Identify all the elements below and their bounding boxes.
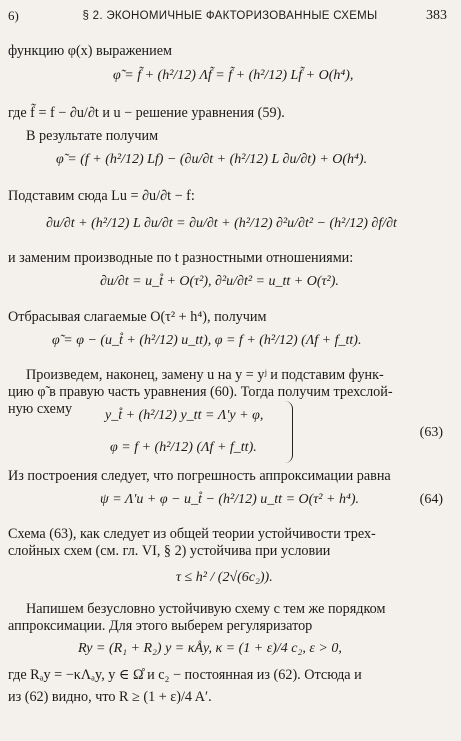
equation-number: (63)	[419, 425, 443, 440]
text-line: из (62) видно, что R ≥ (1 + ε)/4 A′.	[8, 689, 212, 705]
running-header: § 2. ЭКОНОМИЧНЫЕ ФАКТОРИЗОВАННЫЕ СХЕМЫ	[82, 10, 378, 22]
text-line: Из построения следует, что погрешность аппроксимации равна	[8, 468, 391, 484]
text-line: цию φ̃ в правую часть уравнения (60). Тогда получим трехслой-	[8, 384, 393, 400]
text-line: ную схему	[8, 401, 73, 417]
text-line: и заменим производные по t разностными отношениями:	[8, 250, 354, 266]
text-line: функцию φ(x) выражением	[8, 43, 173, 59]
text-line: где f̃ = f − ∂u/∂t и u − решение уравнения (59).	[8, 105, 285, 121]
page-number: 383	[426, 8, 447, 23]
equation: φ = f + (h²/12) (Λf + f_tt).	[110, 440, 257, 455]
chapter-mark: 6)	[8, 8, 19, 23]
equation: φ̃ = (f + (h²/12) Lf) − (∂u/∂t + (h²/12) L ∂u/∂t) + O(h⁴).	[56, 152, 368, 167]
equation: φ̃ = f̃ + (h²/12) Λf̃ = f̃ + (h²/12) Lf̃ + O(h⁴),	[113, 68, 354, 83]
text-line: аппроксимации. Для этого выберем регуляризатор	[8, 618, 313, 634]
equation: ∂u/∂t = u_t̊ + O(τ²), ∂²u/∂t² = u_tt + O(τ²).	[100, 274, 339, 289]
equation: ∂u/∂t + (h²/12) L ∂u/∂t = ∂u/∂t + (h²/12) ∂²u/∂t² − (h²/12) ∂f/∂t	[46, 216, 397, 231]
text-line: В результате получим	[26, 128, 159, 144]
system-brace	[284, 401, 293, 463]
text-line: Напишем безусловно устойчивую схему с тем же порядком	[26, 601, 386, 617]
equation: Ry = (R₁ + R₂) y = κÅy, κ = (1 + ε)/4 c₂, ε > 0,	[78, 641, 342, 656]
text-line: слойных схем (см. гл. VI, § 2) устойчива при условии	[8, 543, 331, 559]
text-line: Подставим сюда Lu = ∂u/∂t − f:	[8, 188, 195, 204]
text-line: где Rₐy = −κΛₐy, y ∈ Ω̊ и c₂ − постоянная из (62). Отсюда и	[8, 667, 362, 683]
equation: y_t̊ + (h²/12) y_tt = Λ′y + φ,	[105, 408, 264, 423]
text-line: Произведем, наконец, замену u на y = yʲ и подставим функ-	[26, 367, 384, 383]
equation-number: (64)	[419, 492, 443, 507]
equation: ψ = Λ′u + φ − u_t̊ − (h²/12) u_tt = O(τ² + h⁴).	[100, 492, 359, 507]
text-line: Отбрасывая слагаемые O(τ² + h⁴), получим	[8, 309, 267, 325]
equation: τ ≤ h² / (2√(6c₂)).	[176, 570, 273, 585]
equation: φ̃ = φ − (u_t̊ + (h²/12) u_tt), φ = f + (h²/12) (Λf + f_tt).	[52, 333, 362, 348]
text-line: Схема (63), как следует из общей теории устойчивости трех-	[8, 526, 376, 542]
